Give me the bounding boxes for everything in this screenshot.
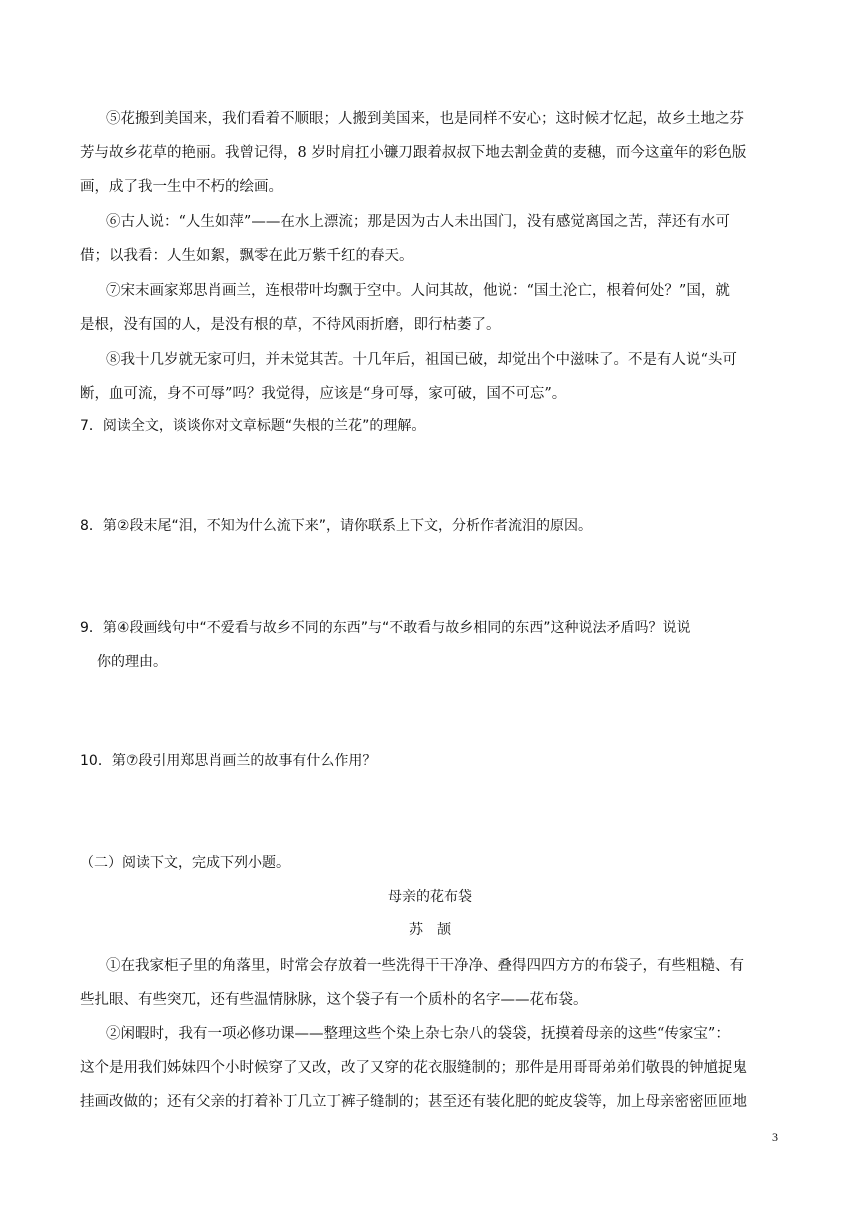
section-b-paragraph-1-line-1: ①在我家柜子里的角落里，时常会存放着一些洗得干干净净、叠得四四方方的布袋子，有些粗糙、有	[106, 958, 744, 974]
paragraph-8-line-2: 断，血可流，身不可辱”吗？我觉得，应该是“身可辱，家可破，国不可忘”。	[80, 386, 567, 402]
article-title: 母亲的花布袋	[388, 889, 472, 905]
section-b-paragraph-2-line-2: 这个是用我们姊妹四个小时候穿了又改，改了又穿的花衣服缝制的；那件是用哥哥弟弟们敬畏的钟馗捉鬼	[80, 1060, 747, 1076]
paragraph-8-line-1: ⑧我十几岁就无家可归，并未觉其苦。十几年后，祖国已破，却觉出个中滋味了。不是有人说“头可	[106, 352, 737, 368]
paragraph-7-line-1: ⑦宋末画家郑思肖画兰，连根带叶均飘于空中。人问其故，他说：“国土沦亡，根着何处？”国，就	[106, 283, 730, 299]
paragraph-6-line-1: ⑥古人说：“人生如萍”——在水上漂流；那是因为古人未出国门，没有感觉离国之苦，萍还有水可	[106, 214, 730, 230]
section-b-paragraph-2-line-1: ②闲暇时，我有一项必修功课——整理这些个染上杂七杂八的袋袋，抚摸着母亲的这些“传家宝”：	[106, 1026, 730, 1042]
question-9-line-1: 9．第④段画线句中“不爱看与故乡不同的东西”与“不敢看与故乡相同的东西”这种说法矛盾吗？说说	[80, 620, 691, 636]
paragraph-5-line-1: ⑤花搬到美国来，我们看着不顺眼；人搬到美国来，也是同样不安心；这时候才忆起，故乡土地之芬	[106, 111, 744, 127]
page-number: 3	[772, 1130, 778, 1144]
question-10: 10．第⑦段引用郑思肖画兰的故事有什么作用？	[80, 753, 377, 769]
paragraph-6-line-2: 借；以我看：人生如絮，飘零在此万紫千红的春天。	[80, 248, 414, 264]
question-9-line-2: 你的理由。	[97, 654, 167, 670]
section-intro: （二）阅读下文，完成下列小题。	[80, 855, 290, 871]
paragraph-7-line-2: 是根，没有国的人，是没有根的草，不待风雨折磨，即行枯萎了。	[80, 317, 501, 333]
paragraph-5-line-2: 芳与故乡花草的艳丽。我曾记得，8 岁时肩扛小镰刀跟着叔叔下地去割金黄的麦穗，而今这童年的彩色版	[80, 145, 747, 161]
section-b-paragraph-1-line-2: 些扎眼、有些突兀，还有些温情脉脉，这个袋子有一个质朴的名字——花布袋。	[80, 992, 588, 1008]
article-author: 苏 颉	[409, 922, 451, 938]
question-7: 7．阅读全文，谈谈你对文章标题“失根的兰花”的理解。	[80, 418, 426, 434]
paragraph-5-line-3: 画，成了我一生中不朽的绘画。	[80, 179, 283, 195]
question-8: 8．第②段末尾“泪，不知为什么流下来”，请你联系上下文，分析作者流泪的原因。	[80, 518, 592, 534]
section-b-paragraph-2-line-3: 挂画改做的；还有父亲的打着补丁几立丁裤子缝制的；甚至还有装化肥的蛇皮袋等，加上母亲密密匝匝地	[80, 1094, 747, 1110]
